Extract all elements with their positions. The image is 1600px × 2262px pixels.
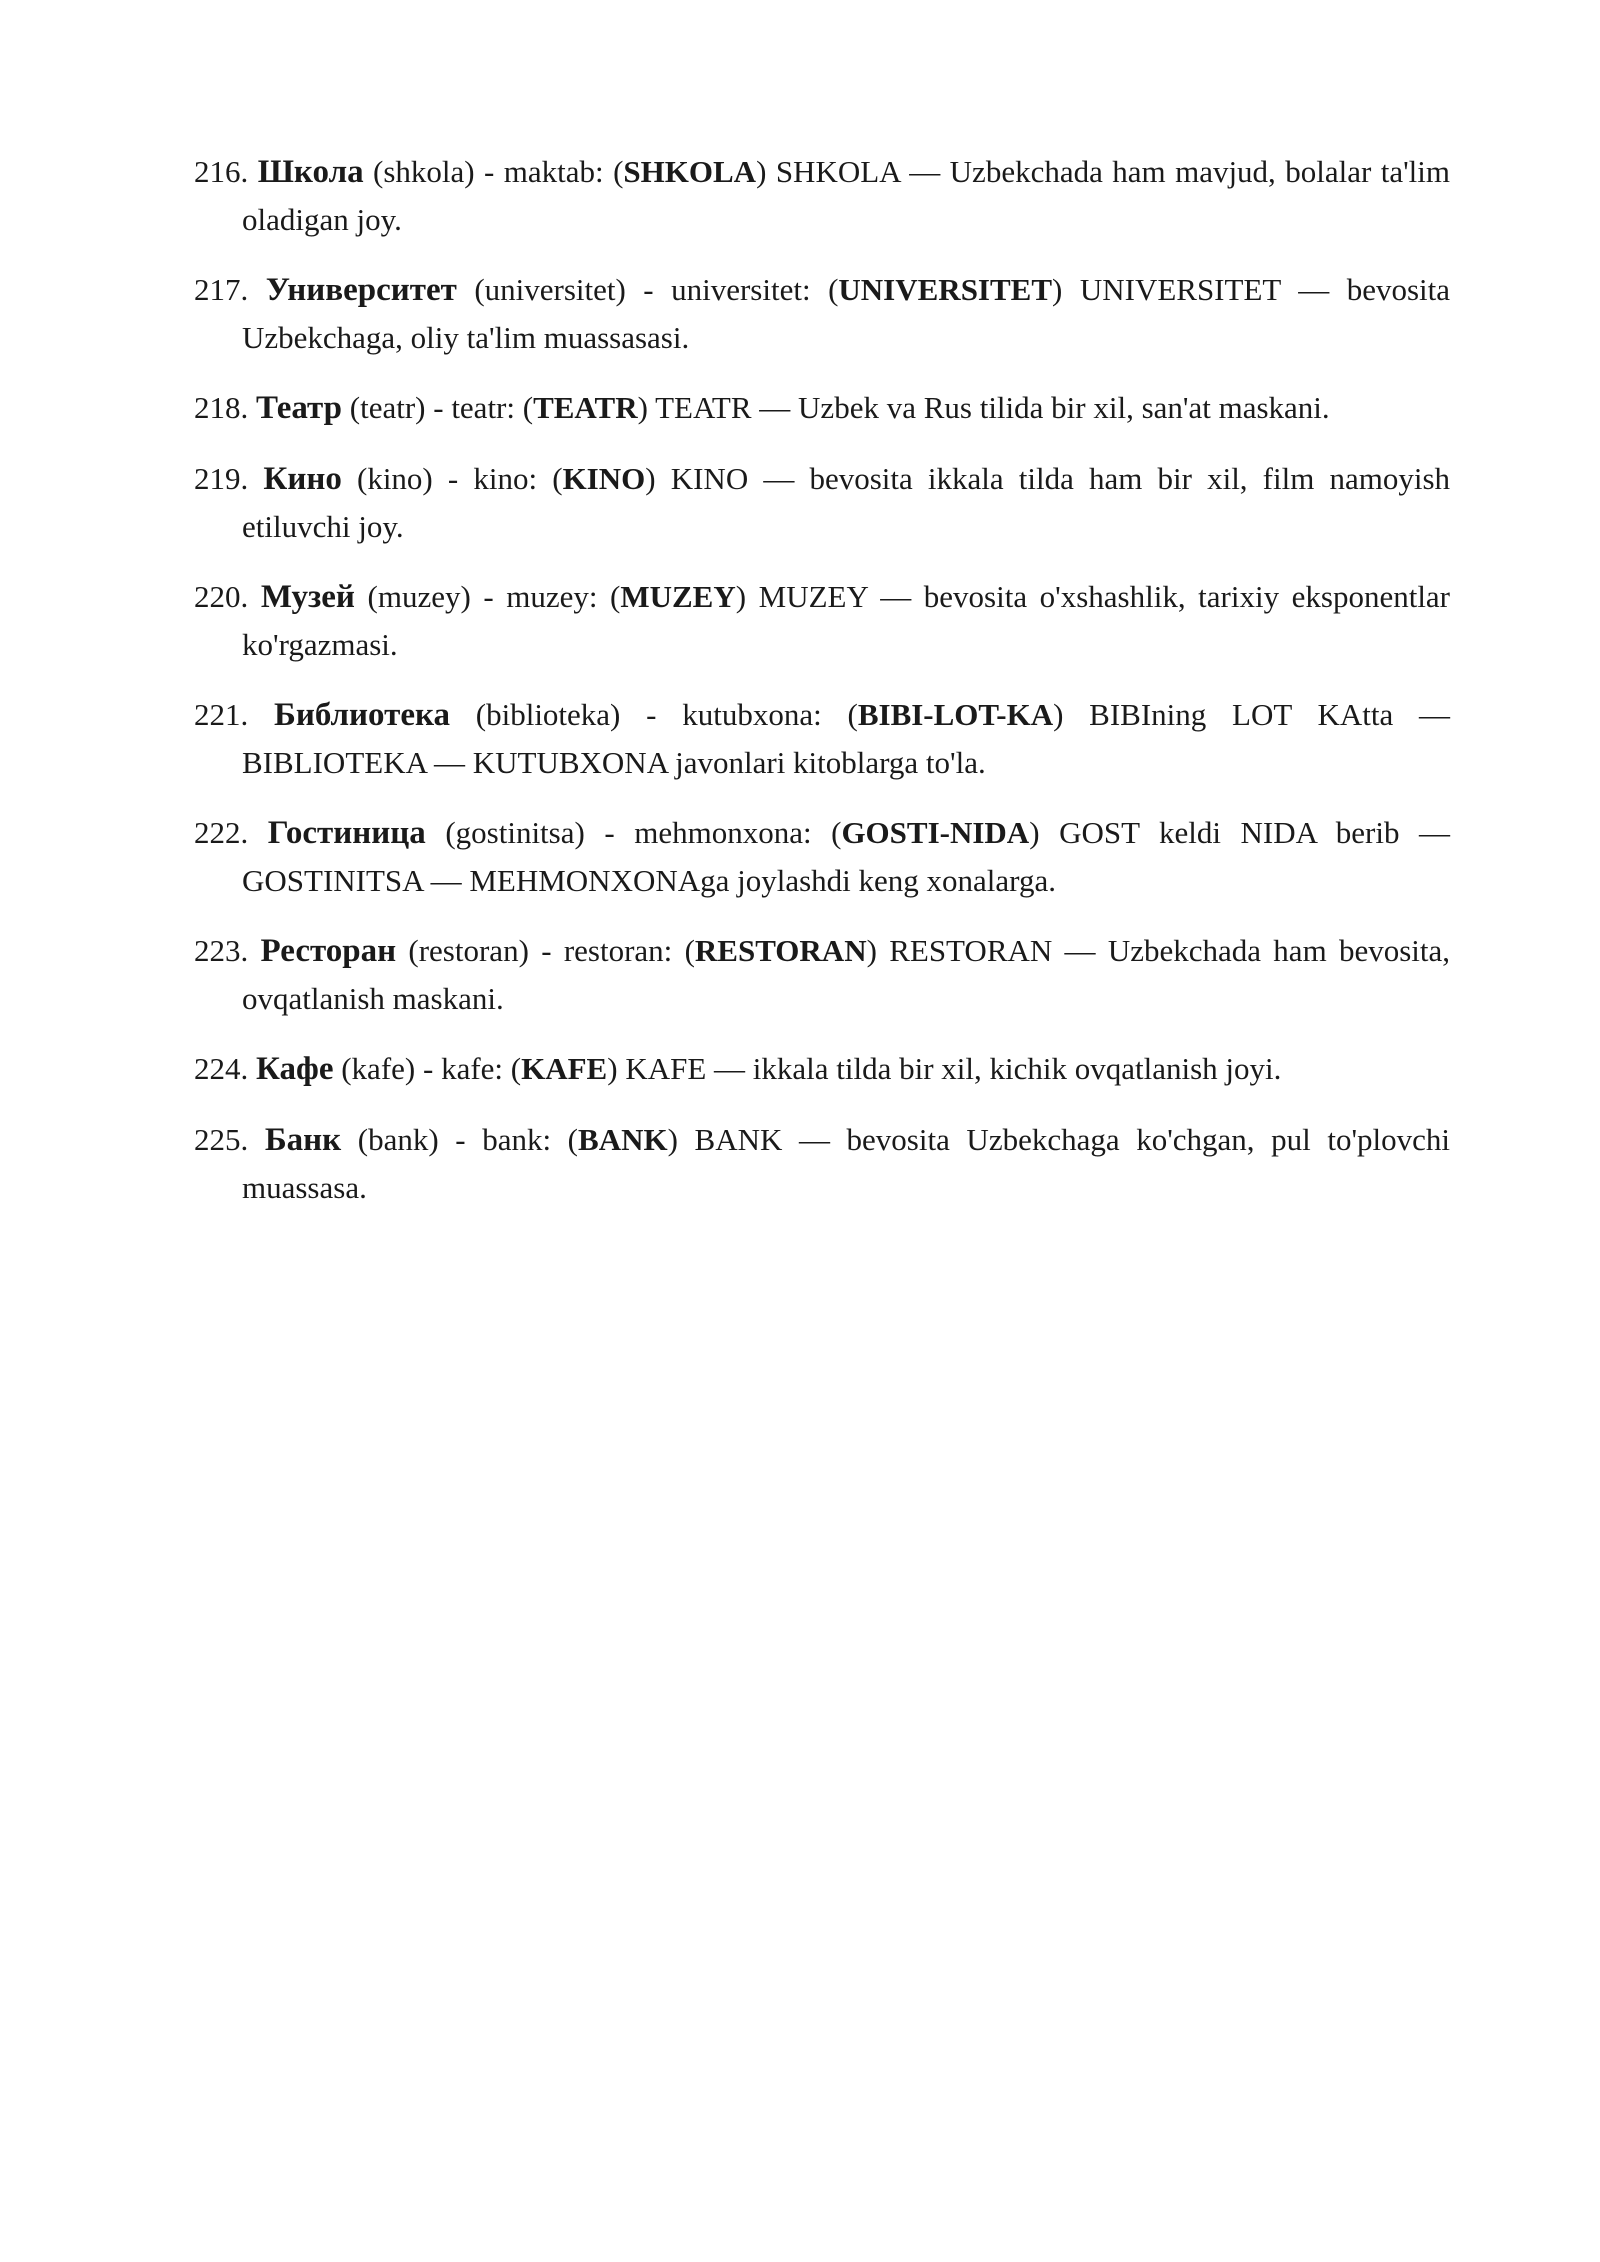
mnemonic-explanation: MUZEY — bevosita o'xshashlik, tarixiy eksponentlar ko'rgazmasi. <box>242 579 1451 662</box>
separator: - <box>470 579 507 614</box>
russian-word: Музей <box>260 579 355 615</box>
uzbek-translation: restoran: <box>563 933 673 968</box>
mnemonic-explanation: TEATR — Uzbek va Rus tilida bir xil, san'at maskani. <box>655 390 1330 425</box>
mnemonic-explanation: RESTORAN — Uzbekchada ham bevosita, ovqatlanish maskani. <box>242 933 1451 1016</box>
mnemonic-explanation: UNIVERSITET — bevosita Uzbekchaga, oliy ta'lim muassasasi. <box>242 272 1451 355</box>
vocabulary-list <box>194 148 1450 1211</box>
uzbek-translation: universitet: <box>671 272 811 307</box>
mnemonic-explanation: GOST keldi NIDA berib — GOSTINITSA — MEHMONXONAga joylashdi keng xonalarga. <box>242 815 1451 898</box>
transliteration: (restoran) <box>408 933 529 968</box>
mnemonic-key: KINO <box>562 461 646 496</box>
transliteration: (shkola) <box>373 154 475 189</box>
separator: - <box>528 933 564 968</box>
mnemonic-key: UNIVERSITET <box>838 272 1053 307</box>
transliteration: (universitet) <box>474 272 626 307</box>
mnemonic-key: KAFE <box>521 1051 608 1086</box>
mnemonic-key: TEATR <box>533 390 638 425</box>
separator: - <box>432 461 474 496</box>
mnemonic-key: BANK <box>578 1122 668 1157</box>
entry-number: 218. <box>194 390 249 425</box>
uzbek-translation: kino: <box>473 461 538 496</box>
separator: - <box>625 272 672 307</box>
separator: - <box>438 1122 483 1157</box>
mnemonic-key: SHKOLA <box>623 154 757 189</box>
mnemonic-key: GOSTI-NIDA <box>841 815 1030 850</box>
transliteration: (kino) <box>357 461 433 496</box>
transliteration: (biblioteka) <box>475 697 621 732</box>
entry-number: 217. <box>194 272 249 307</box>
entry-number: 220. <box>194 579 249 614</box>
vocabulary-entry: 223. Ресторан (restoran) - restoran: (RESTORAN) RESTORAN — Uzbekchada ham bevosita, ovqatlanish maskani. <box>194 933 1451 1016</box>
vocabulary-entry: 224. Кафе (kafe) - kafe: (KAFE) KAFE — ikkala tilda bir xil, kichik ovqatlanish joyi. <box>194 1051 1282 1087</box>
russian-word: Ресторан <box>260 933 397 969</box>
vocabulary-entry: 217. Университет (universitet) - universitet: (UNIVERSITET) UNIVERSITET — bevosita Uzbekchaga, oliy ta'lim muassasasi. <box>194 272 1451 355</box>
separator: - <box>620 697 683 732</box>
vocabulary-entry: 220. Музей (muzey) - muzey: (MUZEY) MUZEY — bevosita o'xshashlik, tarixiy eksponentlar ko'rgazmasi. <box>194 579 1451 662</box>
uzbek-translation: maktab: <box>503 154 604 189</box>
entry-number: 225. <box>194 1122 249 1157</box>
transliteration: (gostinitsa) <box>445 815 585 850</box>
transliteration: (bank) <box>357 1122 439 1157</box>
separator: - <box>415 1051 442 1086</box>
uzbek-translation: kutubxona: <box>682 697 822 732</box>
entry-number: 221. <box>194 697 249 732</box>
mnemonic-explanation: BANK — bevosita Uzbekchaga ko'chgan, pul to'plovchi muassasa. <box>242 1122 1451 1205</box>
vocabulary-entry: 225. Банк (bank) - bank: (BANK) BANK — bevosita Uzbekchaga ko'chgan, pul to'plovchi muassasa. <box>194 1122 1451 1205</box>
uzbek-translation: teatr: <box>451 390 515 425</box>
separator: - <box>584 815 635 850</box>
document-page <box>194 148 1450 1234</box>
separator: - <box>425 390 452 425</box>
mnemonic-explanation: KAFE — ikkala tilda bir xil, kichik ovqatlanish joyi. <box>625 1051 1282 1086</box>
uzbek-translation: kafe: <box>441 1051 504 1086</box>
russian-word: Театр <box>256 390 343 426</box>
entry-number: 224. <box>194 1051 249 1086</box>
mnemonic-key: BIBI-LOT-KA <box>857 697 1054 732</box>
russian-word: Кино <box>263 461 342 497</box>
entry-number: 222. <box>194 815 249 850</box>
russian-word: Библиотека <box>274 697 450 733</box>
russian-word: Кафе <box>256 1051 334 1087</box>
uzbek-translation: muzey: <box>506 579 598 614</box>
transliteration: (kafe) <box>341 1051 416 1086</box>
russian-word: Банк <box>264 1122 342 1158</box>
separator: - <box>474 154 504 189</box>
mnemonic-explanation: SHKOLA — Uzbekchada ham mavjud, bolalar ta'lim oladigan joy. <box>242 154 1451 237</box>
uzbek-translation: bank: <box>482 1122 552 1157</box>
mnemonic-key: MUZEY <box>620 579 736 614</box>
vocabulary-entry: 219. Кино (kino) - kino: (KINO) KINO — bevosita ikkala tilda ham bir xil, film namoyish etiluvchi joy. <box>194 461 1451 544</box>
uzbek-translation: mehmonxona: <box>634 815 812 850</box>
vocabulary-entry: 218. Театр (teatr) - teatr: (TEATR) TEATR — Uzbek va Rus tilida bir xil, san'at maskani. <box>194 390 1330 426</box>
transliteration: (teatr) <box>349 390 426 425</box>
vocabulary-entry: 216. Школа (shkola) - maktab: (SHKOLA) SHKOLA — Uzbekchada ham mavjud, bolalar ta'lim oladigan joy. <box>194 154 1451 237</box>
mnemonic-explanation: KINO — bevosita ikkala tilda ham bir xil, film namoyish etiluvchi joy. <box>242 461 1451 544</box>
entry-number: 223. <box>194 933 249 968</box>
mnemonic-key: RESTORAN <box>694 933 867 968</box>
russian-word: Школа <box>257 154 364 190</box>
entry-number: 216. <box>194 154 249 189</box>
transliteration: (muzey) <box>367 579 471 614</box>
vocabulary-entry: 221. Библиотека (biblioteka) - kutubxona: (BIBI-LOT-KA) BIBIning LOT KAtta — BIBLIOTEKA — KUTUBXONA javonlari kitoblarga to'la. <box>194 697 1451 780</box>
entry-number: 219. <box>194 461 249 496</box>
mnemonic-explanation: BIBIning LOT KAtta — BIBLIOTEKA — KUTUBXONA javonlari kitoblarga to'la. <box>242 697 1451 780</box>
vocabulary-entry: 222. Гостиница (gostinitsa) - mehmonxona: (GOSTI-NIDA) GOST keldi NIDA berib — GOSTINITSA — MEHMONXONAga joylashdi keng xonalarga. <box>194 815 1451 898</box>
russian-word: Гостиница <box>267 815 426 851</box>
russian-word: Университет <box>265 272 457 308</box>
